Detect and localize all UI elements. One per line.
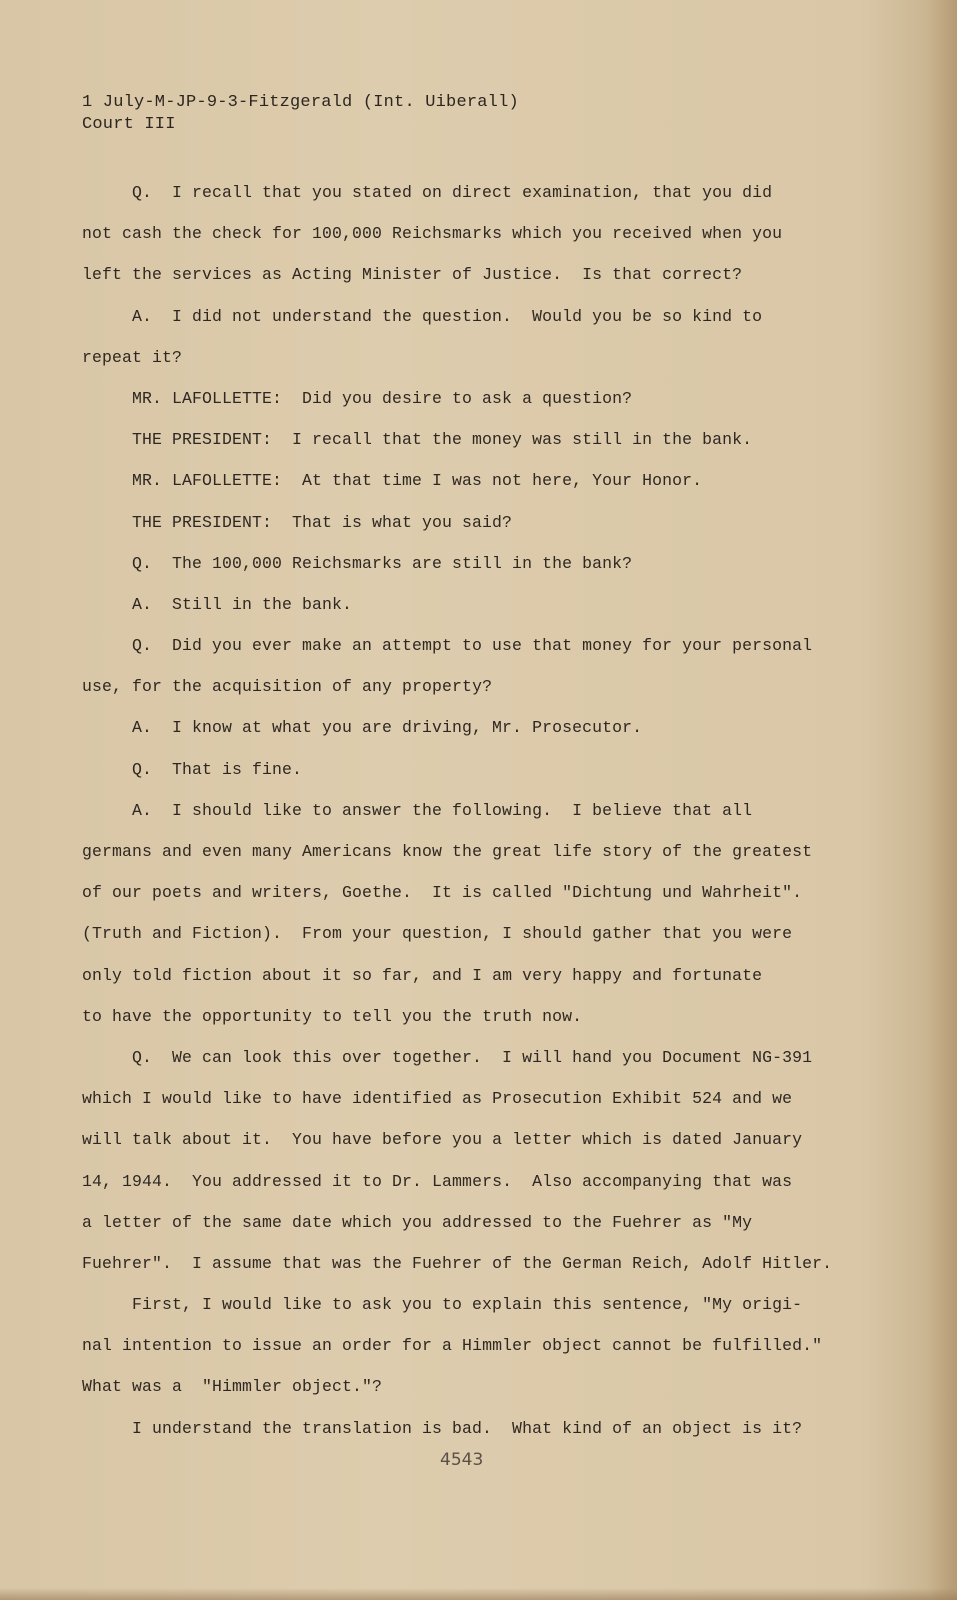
paper-edge-shadow [927,0,957,1600]
transcript-line: Fuehrer". I assume that was the Fuehrer of the German Reich, Adolf Hitler. [82,1253,833,1273]
transcript-line: Q. Did you ever make an attempt to use that money for your personal [132,636,813,656]
transcript-line: Q. We can look this over together. I will hand you Document NG-391 [132,1047,813,1067]
transcript-line: Q. The 100,000 Reichsmarks are still in the bank? [132,553,633,573]
transcript-line: Q. That is fine. [132,759,303,779]
transcript-line: left the services as Acting Minister of Justice. Is that correct? [82,265,743,285]
transcript-line: only told fiction about it so far, and I am very happy and fortunate [82,965,763,985]
transcript-line: which I would like to have identified as Prosecution Exhibit 524 and we [82,1089,793,1109]
transcript-line: nal intention to issue an order for a Himmler object cannot be fulfilled." [82,1336,823,1356]
transcript-line: A. I did not understand the question. Would you be so kind to [132,306,763,326]
transcript-line: First, I would like to ask you to explain this sentence, "My origi- [132,1295,803,1315]
transcript-line: I understand the translation is bad. What kind of an object is it? [132,1418,803,1438]
transcript-line: (Truth and Fiction). From your question, I should gather that you were [82,924,793,944]
transcript-line: not cash the check for 100,000 Reichsmarks which you received when you [82,224,783,244]
transcript-line: A. Still in the bank. [132,594,353,614]
transcript-line: Q. I recall that you stated on direct examination, that you did [132,183,773,202]
transcript-line: THE PRESIDENT: That is what you said? [132,512,513,532]
transcript-line: MR. LAFOLLETTE: At that time I was not here, Your Honor. [132,471,703,491]
transcript-line: use, for the acquisition of any property? [82,677,493,697]
transcript-body [82,172,862,1449]
transcript-line: germans and even many Americans know the great life story of the greatest [82,842,813,861]
paper-bottom-shadow [0,1588,957,1600]
transcript-line: THE PRESIDENT: I recall that the money was still in the bank. [132,430,753,450]
transcript-line: a letter of the same date which you addressed to the Fuehrer as "My [82,1212,753,1232]
transcript-line: A. I know at what you are driving, Mr. Prosecutor. [132,718,643,738]
transcript-line: 14, 1944. You addressed it to Dr. Lammers. Also accompanying that was [82,1171,793,1191]
transcript-line: MR. LAFOLLETTE: Did you desire to ask a question? [132,388,633,408]
page-number: 4543 [440,1450,484,1470]
transcript-line: to have the opportunity to tell you the truth now. [82,1006,583,1026]
header-court-line: Court III [82,115,176,134]
transcript-line: will talk about it. You have before you a letter which is dated January [82,1130,803,1150]
transcript-line: What was a "Himmler object."? [82,1377,383,1397]
document-header [82,92,519,136]
transcript-line: of our poets and writers, Goethe. It is called "Dichtung und Wahrheit". [82,883,803,903]
transcript-line: repeat it? [82,347,183,367]
header-session-line: 1 July-M-JP-9-3-Fitzgerald (Int. Uiberall) [82,93,519,112]
transcript-line: A. I should like to answer the following. I believe that all [132,800,753,820]
